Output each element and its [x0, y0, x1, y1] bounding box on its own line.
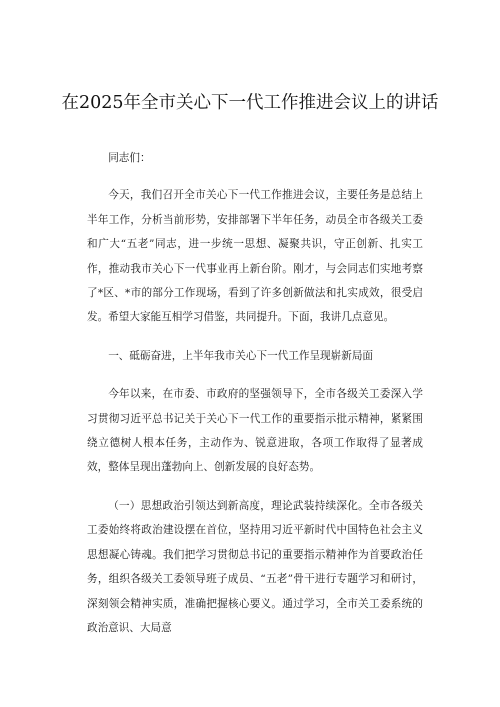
paragraph-summary: 今年以来，在市委、市政府的坚强领导下，全市各级关工委深入学习贯彻习近平总书记关于关心下一代工作的重要指示批示精神，紧紧围绕立德树人根本任务，主动作为、锐意进取，各项工作取得了显著成效，整体呈现出蓬勃向上、创新发展的良好态势。 [87, 388, 423, 474]
salutation: 同志们： [108, 152, 151, 164]
section-heading-1: 一、砥砺奋进，上半年我市关心下一代工作呈现崭新局面 [108, 349, 374, 362]
paragraph-opening: 今天，我们召开全市关心下一代工作推进会议，主要任务是总结上半年工作，分析当前形势，安排部署下半年任务，动员全市各级关工委和广大“五老”同志，进一步统一思想、凝聚共识，守正创新、扎实工作，推动我市关心下一代事业再上新台阶。刚才，与会同志们实地考察了*区、*市的部分工作现场，看到了许多创新做法和扎实成效，很受启发。希望大家能互相学习借鉴，共同提升。下面，我讲几点意见。 [87, 189, 423, 324]
paragraph-subsection-1: （一）思想政治引领达到新高度，理论武装持续深化。全市各级关工委始终将政治建设摆在首位，坚持用习近平新时代中国特色社会主义思想凝心铸魂。我们把学习贯彻总书记的重要指示精神作为首要政治任务，组织各级关工委领导班子成员、“五老”骨干进行专题学习和研讨，深刻领会精神实质，准确把握核心要义。通过学习，全市关工委系统的政治意识、大局意 [87, 499, 423, 634]
document-body [87, 146, 423, 640]
document-title: 在2025年全市关心下一代工作推进会议上的讲话 [61, 93, 439, 113]
